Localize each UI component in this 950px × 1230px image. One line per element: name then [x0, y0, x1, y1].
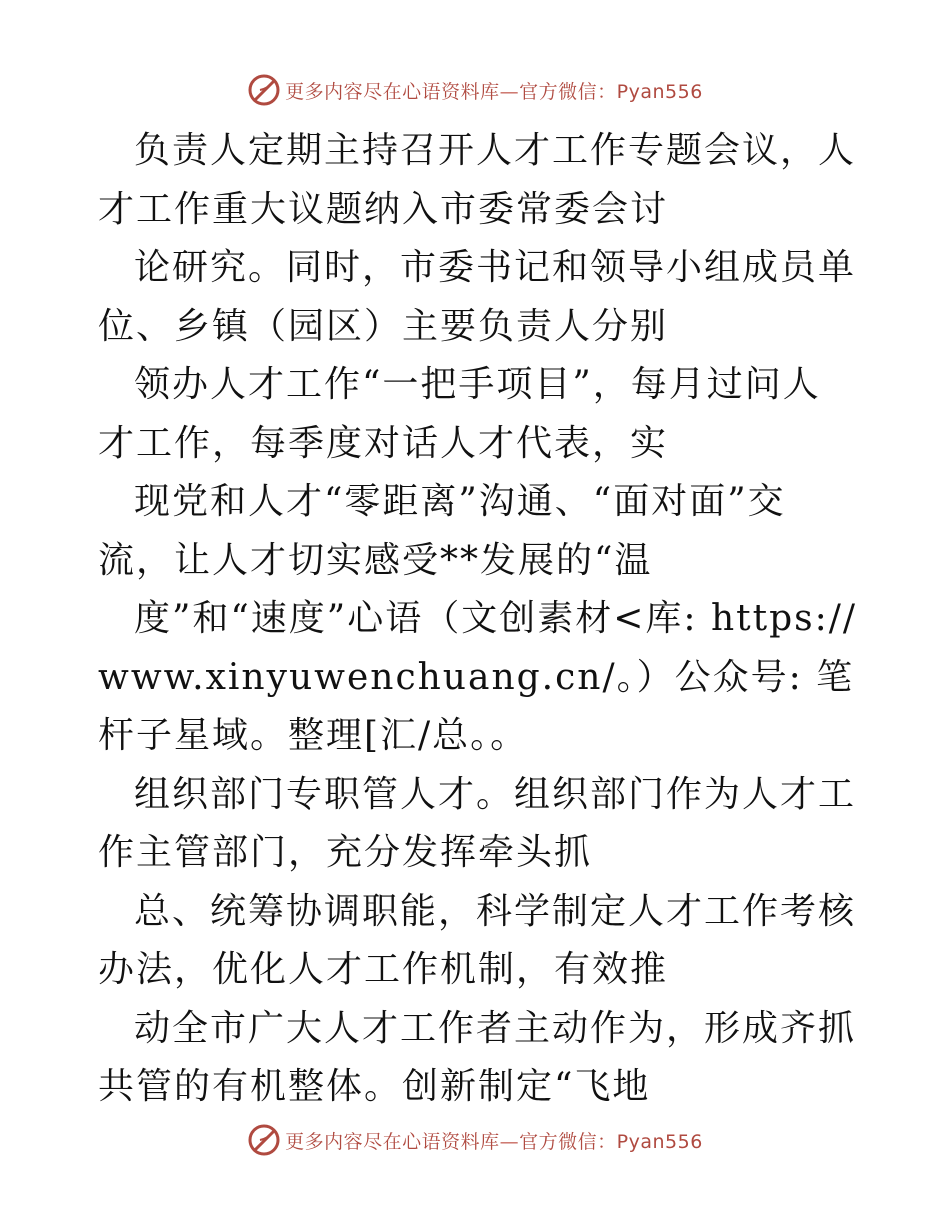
header-watermark	[0, 70, 950, 110]
paragraph: 总、统筹协调职能，科学制定人才工作考核办法，优化人才工作机制，有效推	[98, 890, 857, 990]
watermark-text: 更多内容尽在心语资料库	[285, 80, 500, 103]
watermark-official: 官方微信：Pyan556	[519, 1130, 703, 1153]
document-body	[98, 122, 858, 1117]
watermark-separator: —	[499, 1130, 520, 1153]
paragraph: 现党和人才“零距离”沟通、“面对面”交流，让人才切实感受**发展的“温	[98, 481, 786, 581]
paragraph: 领办人才工作“一把手项目”，每月过问人才工作，每季度对话人才代表，实	[98, 364, 821, 464]
watermark-text: 更多内容尽在心语资料库	[285, 1130, 500, 1153]
paragraph: 论研究。同时，市委书记和领导小组成员单位、乡镇（园区）主要负责人分别	[98, 247, 857, 347]
paragraph: 度”和“速度”心语（文创素材<库: https://www.xinyuwenchuang.cn/。）公众号: 笔杆子星域。整理[汇/总。。	[98, 598, 857, 756]
watermark-label	[285, 77, 703, 104]
watermark-label	[285, 1127, 703, 1154]
watermark-official: 官方微信：Pyan556	[519, 80, 703, 103]
feather-circle-icon	[247, 1123, 281, 1157]
paragraph: 组织部门专职管人才。组织部门作为人才工作主管部门，充分发挥牵头抓	[98, 773, 857, 873]
watermark-separator: —	[499, 80, 520, 103]
paragraph: 负责人定期主持召开人才工作专题会议，人才工作重大议题纳入市委常委会讨	[98, 130, 857, 230]
paragraph: 动全市广大人才工作者主动作为，形成齐抓共管的有机整体。创新制定“飞地	[98, 1007, 857, 1107]
feather-circle-icon	[247, 73, 281, 107]
footer-watermark	[0, 1120, 950, 1160]
